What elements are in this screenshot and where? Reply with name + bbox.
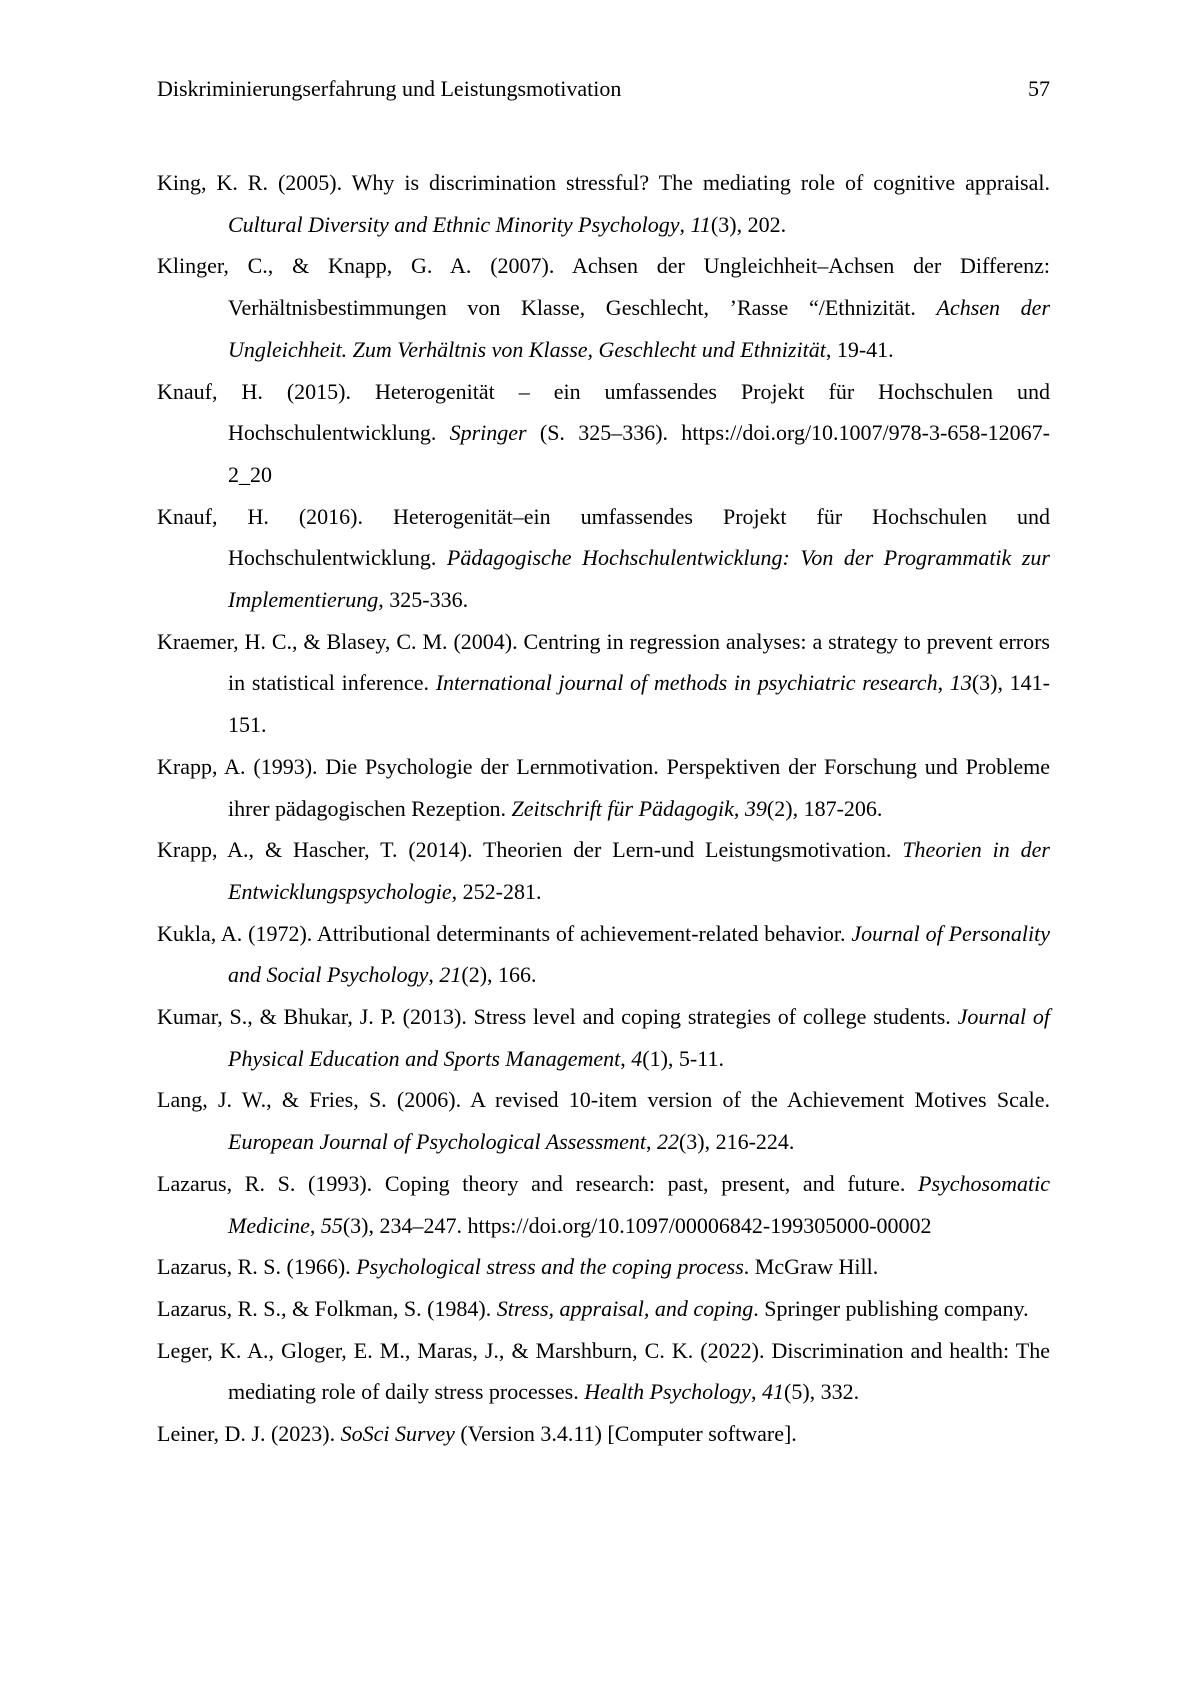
reference-entry (157, 829, 1050, 912)
reference-volume: 41 (762, 1379, 784, 1405)
reference-entry (157, 1246, 1050, 1288)
reference-source-title: European Journal of Psychological Assessment (228, 1129, 646, 1155)
reference-tail: , 325-336. (378, 587, 469, 613)
reference-text: Kukla, A. (1972). Attributional determinants of achievement-related behavior. (157, 920, 852, 946)
reference-tail: (3), 141-151. (228, 670, 1051, 738)
reference-source-title: Health Psychology (584, 1379, 751, 1405)
reference-volume: 11 (690, 211, 711, 237)
reference-separator: , (679, 211, 691, 237)
reference-volume: 13 (949, 670, 972, 696)
reference-separator: , (620, 1045, 632, 1071)
reference-volume: 39 (744, 795, 767, 821)
running-head-title: Diskriminierungserfahrung und Leistungsmotivation (157, 76, 622, 101)
reference-text: Knauf, H. (2016). Heterogenität–ein umfassendes Projekt für Hochschulen und Hochschulentwicklung. (157, 503, 1050, 571)
reference-separator: , (751, 1379, 762, 1405)
reference-entry (157, 1079, 1050, 1162)
reference-entry (157, 245, 1050, 370)
reference-source-title: Psychological stress and the coping process (356, 1254, 744, 1280)
reference-entry (157, 1330, 1050, 1413)
reference-text: King, K. R. (2005). Why is discrimination stressful? The mediating role of cognitive appraisal. (157, 170, 1050, 195)
reference-text: Lazarus, R. S. (1966). (157, 1254, 357, 1280)
reference-entry (157, 496, 1050, 621)
reference-tail: (S. 325–336). https://doi.org/10.1007/978-3-658-12067-2_20 (228, 420, 1050, 487)
reference-volume: 21 (439, 962, 462, 988)
reference-text: Knauf, H. (2015). Heterogenität – ein umfassendes Projekt für Hochschulen und Hochschulentwicklung. (157, 378, 1050, 446)
reference-tail: . Springer publishing company. (753, 1295, 1029, 1321)
reference-entry (157, 1163, 1050, 1246)
reference-text: Kumar, S., & Bhukar, J. P. (2013). Stress level and coping strategies of college students. (157, 1004, 958, 1030)
reference-source-title: Psychosomatic Medicine (228, 1170, 1050, 1238)
reference-source-title: Achsen der Ungleichheit. Zum Verhältnis von Klasse, Geschlecht und Ethnizität (228, 295, 1051, 362)
reference-tail: , 19-41. (825, 336, 894, 362)
reference-tail: (2), 166. (461, 962, 537, 988)
reference-tail: . McGraw Hill. (743, 1254, 879, 1280)
reference-volume: 22 (656, 1129, 679, 1155)
reference-tail: (5), 332. (784, 1379, 860, 1405)
reference-separator: , (937, 670, 950, 696)
reference-entry (157, 371, 1050, 496)
page-number: 57 (1028, 76, 1050, 101)
reference-tail: (3), 202. (710, 211, 787, 237)
reference-source-title: Springer (449, 420, 527, 446)
reference-volume: 4 (631, 1045, 643, 1071)
reference-text: Lang, J. W., & Fries, S. (2006). A revised 10-item version of the Achievement Motives Scale. (157, 1087, 1050, 1113)
reference-tail: (3), 216-224. (678, 1129, 795, 1155)
reference-text: Lazarus, R. S., & Folkman, S. (1984). (157, 1295, 497, 1321)
running-head (157, 72, 1050, 106)
reference-separator: , (733, 795, 745, 821)
reference-source-title: Zeitschrift für Pädagogik (511, 795, 734, 821)
reference-text: Klinger, C., & Knapp, G. A. (2007). Achsen der Ungleichheit–Achsen der Differenz: Verhältnisbestimmungen von Klasse, Geschlecht, ’Rasse “/Ethnizität. (157, 253, 1050, 321)
reference-text: Leger, K. A., Gloger, E. M., Maras, J., & Marshburn, C. K. (2022). Discrimination and health: The mediating role of daily stress processes. (157, 1337, 1050, 1405)
reference-entry (157, 913, 1050, 996)
reference-source-title: Stress, appraisal, and coping (496, 1295, 754, 1321)
reference-entry (157, 996, 1050, 1079)
reference-volume: 55 (320, 1212, 343, 1238)
reference-source-title: Theorien in der Entwicklungspsychologie (228, 837, 1050, 904)
reference-separator: , (309, 1212, 321, 1238)
reference-source-title: Cultural Diversity and Ethnic Minority Psychology (228, 211, 680, 237)
reference-separator: , (428, 962, 440, 988)
reference-entry (157, 162, 1050, 245)
reference-entry (157, 1413, 1050, 1455)
reference-text: Kraemer, H. C., & Blasey, C. M. (2004). Centring in regression analyses: a strategy to prevent errors in statistical inference. (157, 628, 1050, 696)
reference-source-title: Pädagogische Hochschulentwicklung: Von der Programmatik zur Implementierung (228, 545, 1050, 613)
reference-text: Leiner, D. J. (2023). (157, 1421, 341, 1447)
reference-source-title: SoSci Survey (340, 1421, 455, 1447)
reference-entry (157, 621, 1050, 746)
reference-tail: (1), 5-11. (642, 1045, 724, 1071)
reference-separator: , (645, 1129, 657, 1155)
reference-text: Krapp, A., & Hascher, T. (2014). Theorien der Lern-und Leistungsmotivation. (157, 837, 903, 863)
reference-source-title: Journal of Personality and Social Psychology (228, 920, 1050, 988)
reference-entry (157, 1288, 1050, 1330)
reference-entry (157, 746, 1050, 829)
reference-list (157, 162, 1050, 1455)
reference-tail: , 252-281. (451, 878, 542, 904)
reference-source-title: International journal of methods in psychiatric research (435, 670, 938, 696)
reference-text: Lazarus, R. S. (1993). Coping theory and research: past, present, and future. (157, 1170, 919, 1196)
reference-source-title: Journal of Physical Education and Sports Management (228, 1004, 1050, 1071)
reference-text: Krapp, A. (1993). Die Psychologie der Lernmotivation. Perspektiven der Forschung und Probleme ihrer pädagogischen Rezeption. (157, 753, 1050, 821)
reference-tail: (2), 187-206. (766, 795, 883, 821)
reference-tail: (3), 234–247. https://doi.org/10.1097/00006842-199305000-00002 (342, 1212, 932, 1238)
reference-tail: (Version 3.4.11) [Computer software]. (454, 1421, 797, 1447)
